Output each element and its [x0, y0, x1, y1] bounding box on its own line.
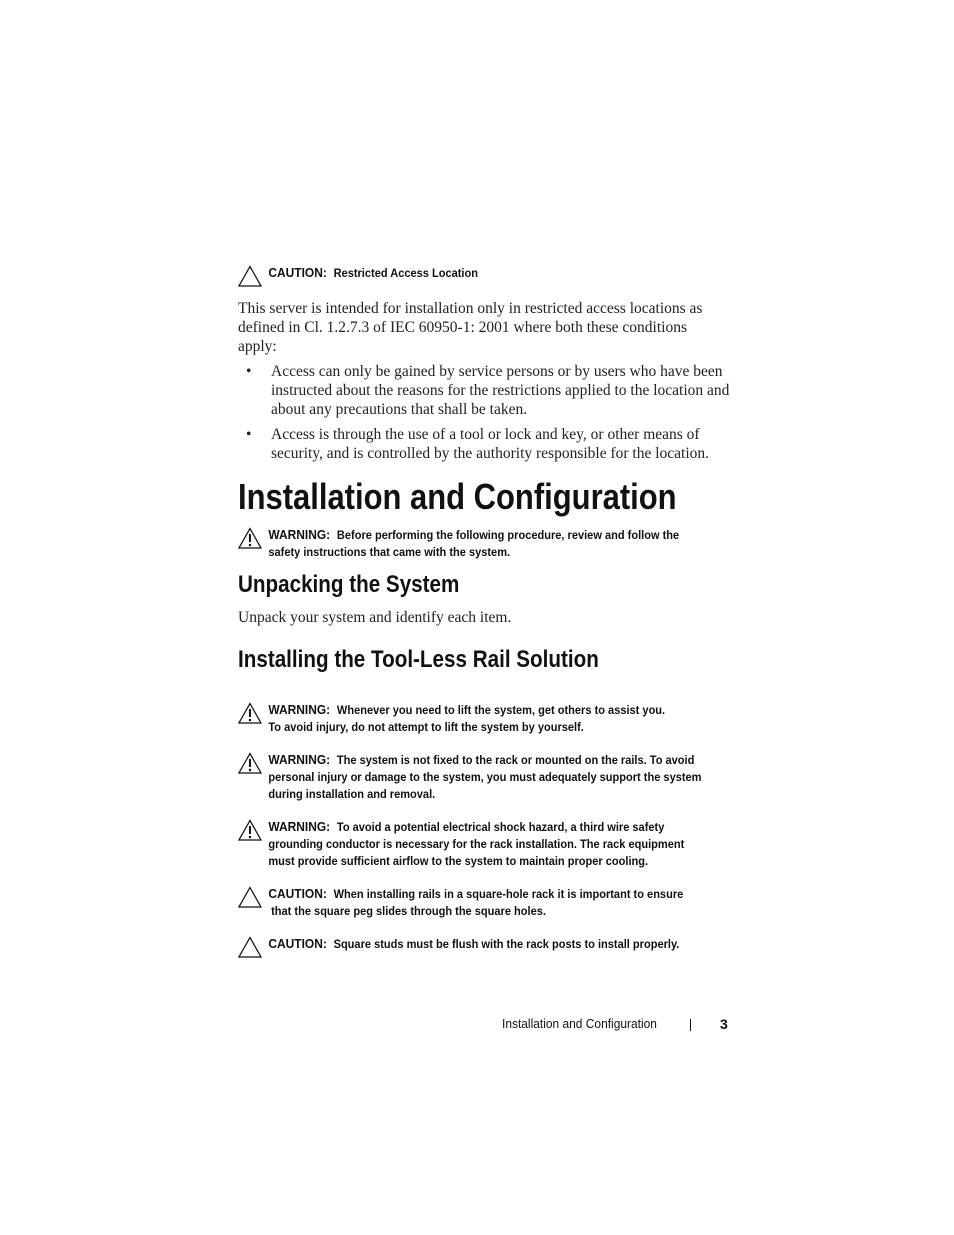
bullet-line: security, and is controlled by the authority responsible for the location.: [271, 445, 710, 462]
notice-line: Square studs must be flush with the rack posts to install properly.: [333, 937, 680, 951]
intro-line: apply:: [238, 338, 277, 355]
caution-label: CAUTION:: [268, 886, 327, 901]
bullet-item: [238, 425, 748, 463]
notice-line: that the square peg slides through the square holes.: [271, 904, 546, 918]
caution-text: Restricted Access Location: [333, 266, 478, 280]
notice-line: When installing rails in a square-hole rack it is important to ensure: [333, 887, 684, 901]
notice-line: Whenever you need to lift the system, get others to assist you.: [336, 703, 666, 717]
warning-lift-system: [238, 701, 765, 736]
bullet-line: Access can only be gained by service persons or by users who have been: [271, 363, 723, 380]
unpacking-text: Unpack your system and identify each item.: [238, 609, 512, 626]
notice-line: To avoid injury, do not attempt to lift the system by yourself.: [268, 720, 584, 734]
footer-section-title: Installation and Configuration: [502, 1016, 657, 1031]
main-heading: Installation and Configuration: [238, 476, 677, 517]
warning-system-not-fixed: [238, 751, 765, 803]
bullet-symbol: •: [246, 426, 252, 443]
notice-line: must provide sufficient airflow to the system to maintain proper cooling.: [268, 854, 649, 868]
notice-line: personal injury or damage to the system, you must adequately support the system: [268, 770, 702, 784]
bullet-list: [238, 362, 748, 463]
bullet-line: instructed about the reasons for the restrictions applied to the location and: [271, 382, 730, 399]
rail-heading: Installing the Tool-Less Rail Solution: [238, 646, 599, 673]
notice-line: grounding conductor is necessary for the rack installation. The rack equipment: [268, 837, 685, 851]
warning-triangle-icon: [238, 702, 262, 724]
bullet-item: [238, 362, 748, 419]
footer-separator: [690, 1019, 691, 1031]
caution-square-hole-rack: [238, 885, 765, 920]
warning-label: WARNING:: [268, 819, 331, 834]
warning-triangle-icon: [238, 752, 262, 774]
notice-line: To avoid a potential electrical shock hazard, a third wire safety: [336, 820, 665, 834]
notice-line: The system is not fixed to the rack or mounted on the rails. To avoid: [336, 753, 695, 767]
bullet-symbol: •: [246, 363, 252, 380]
warning-label: WARNING:: [268, 752, 331, 767]
notice-line: during installation and removal.: [268, 787, 436, 801]
caution-label: CAUTION:: [268, 936, 327, 951]
intro-line: This server is intended for installation only in restricted access locations as: [238, 300, 703, 317]
warning-electrical-shock: [238, 818, 765, 870]
warning-line: safety instructions that came with the system.: [268, 545, 511, 559]
caution-triangle-icon: [238, 265, 262, 287]
caution-label: CAUTION:: [268, 265, 327, 280]
page-number: 3: [720, 1016, 728, 1032]
caution-square-studs: [238, 935, 765, 953]
bullet-line: about any precautions that shall be taken.: [271, 401, 528, 418]
warning-triangle-icon: [238, 527, 262, 549]
warning-triangle-icon: [238, 819, 262, 841]
warning-line: Before performing the following procedure, review and follow the: [336, 528, 680, 542]
intro-paragraph: [238, 299, 748, 356]
warning-label: WARNING:: [268, 527, 331, 542]
bullet-line: Access is through the use of a tool or lock and key, or other means of: [271, 426, 700, 443]
caution-restricted-access: [238, 264, 765, 282]
intro-line: defined in Cl. 1.2.7.3 of IEC 60950-1: 2001 where both these conditions: [238, 319, 688, 336]
caution-triangle-icon: [238, 886, 262, 908]
caution-triangle-icon: [238, 936, 262, 958]
warning-label: WARNING:: [268, 702, 331, 717]
warning-safety-instructions: [238, 526, 765, 561]
unpacking-heading: Unpacking the System: [238, 571, 460, 598]
